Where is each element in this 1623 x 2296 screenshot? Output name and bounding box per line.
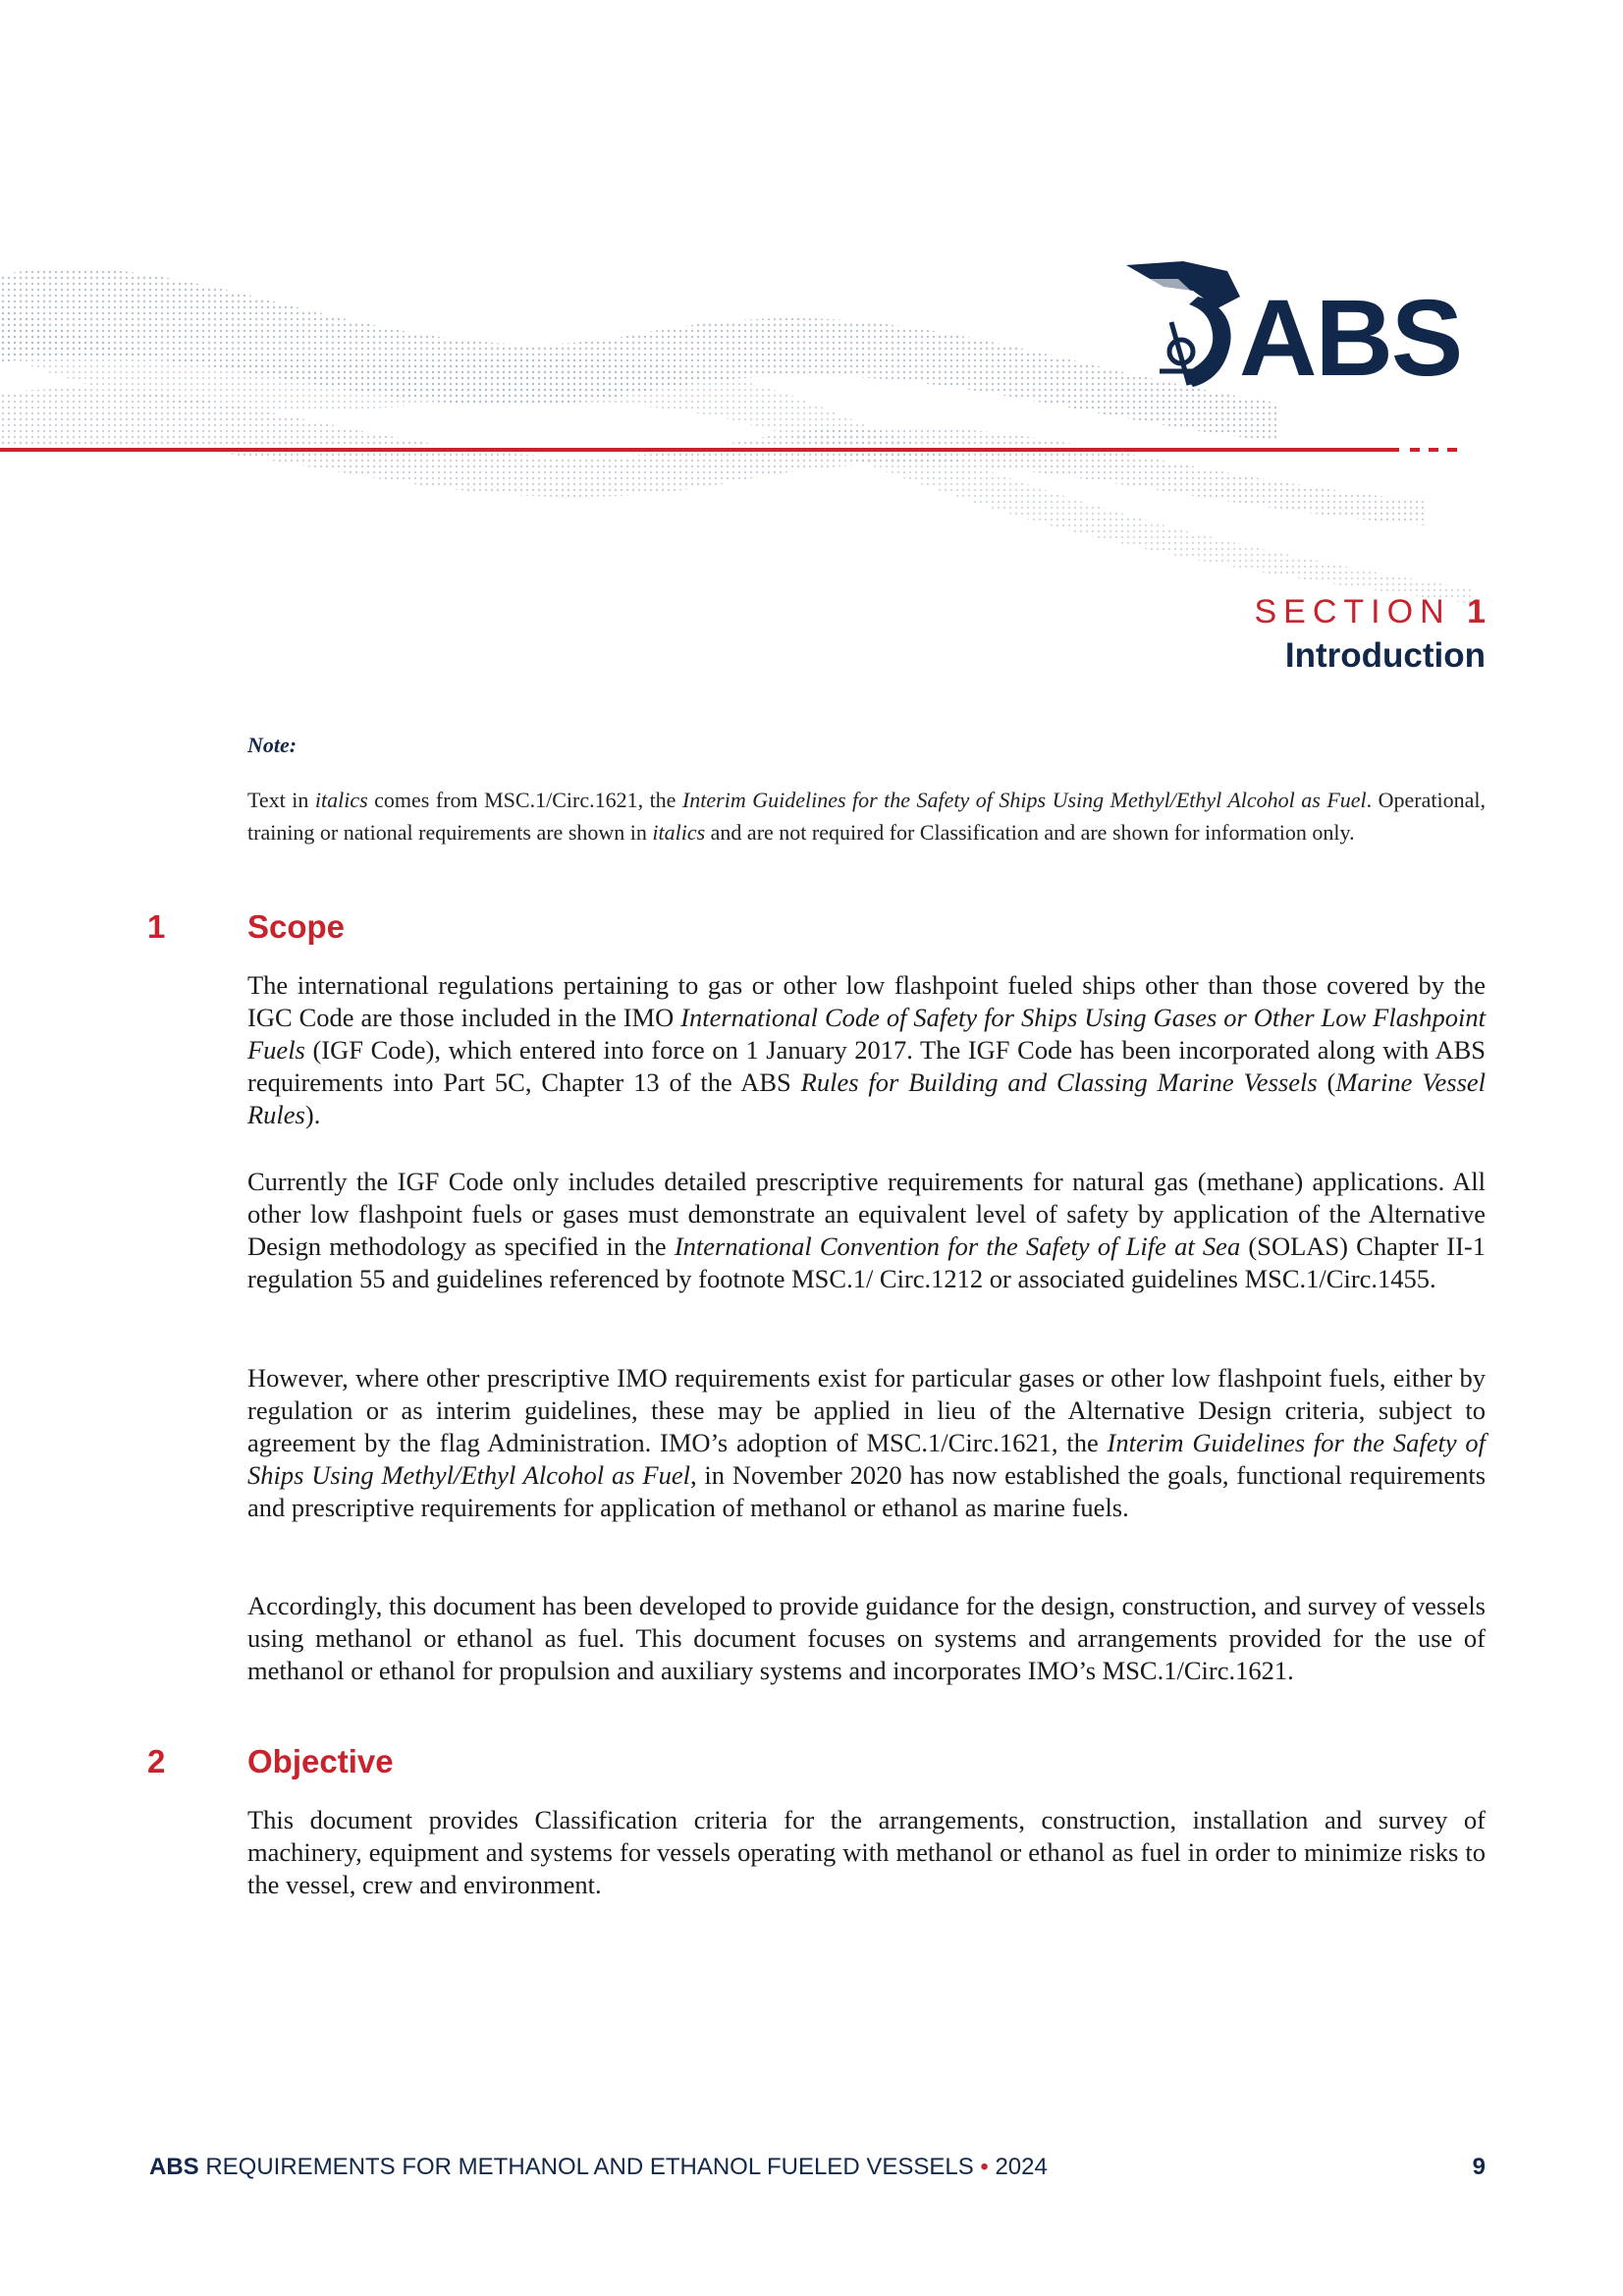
- objective-paragraph-1: This document provides Classification criteria for the arrangements, construction, installation and survey of machinery, equipment and systems for vessels operating with methanol or ethanol as fuel in order to minimize risks to the vessel, crew and environment.: [247, 1805, 1486, 1899]
- scope-paragraph-1: The international regulations pertaining to gas or other low flashpoint fueled ships other than those covered by the IGC Code are those included in the IMO International Code of Safety for Ships Using Gases or Other Low Flashpoint Fuels (IGF Code), which entered into force on 1 January 2017. The IGF Code has been incorporated along with ABS requirements into Part 5C, Chapter 13 of the ABS Rules for Building and Classing Marine Vessels (Marine Vessel Rules).: [247, 970, 1487, 1129]
- scope-paragraph-3: However, where other prescriptive IMO requirements exist for particular gases or other low flashpoint fuels, either by regulation or as interim guidelines, these may be applied in lieu of the Alternative Design criteria, subject to agreement by the flag Administration. IMO’s adoption of MSC.1/Circ.1621, the Interim Guidelines for the Safety of Ships Using Methyl/Ethyl Alcohol as Fuel, in November 2020 has now established the goals, functional requirements and prescriptive requirements for application of methanol or ethanol as marine fuels.: [247, 1363, 1487, 1522]
- scope-paragraph-2: Currently the IGF Code only includes detailed prescriptive requirements for natural gas (methane) applications. All other low flashpoint fuels or gases must demonstrate an equivalent level of safety by application of the Alternative Design methodology as specified in the International Convention for the Safety of Life at Sea (SOLAS) Chapter II-1 regulation 55 and guidelines referenced by footnote MSC.1/ Circ.1212 or associated guidelines MSC.1/Circ.1455.: [247, 1167, 1486, 1293]
- page-number: 9: [1472, 2154, 1486, 2180]
- note-text: Text in italics comes from MSC.1/Circ.1621, the Interim Guidelines for the Safety of Ships Using Methyl/Ethyl Alcohol as Fuel. Operational, training or national requirements are shown in italics and are not required for Classification and are shown for information only.: [247, 788, 1486, 845]
- section-title: Introduction: [1284, 636, 1486, 675]
- scope-heading: Scope: [247, 908, 346, 945]
- objective-heading: Objective: [247, 1743, 394, 1779]
- note-heading: Note:: [247, 733, 298, 757]
- scope-paragraph-4: Accordingly, this document has been developed to provide guidance for the design, construction, and survey of vessels using methanol or ethanol as fuel. This document focuses on systems and arrangements provided for the use of methanol or ethanol for propulsion and auxiliary systems and incorporates IMO’s MSC.1/Circ.1621.: [247, 1591, 1486, 1685]
- footer-document-title: ABS REQUIREMENTS FOR METHANOL AND ETHANOL FUELED VESSELS • 2024: [149, 2154, 1048, 2180]
- section-label: SECTION 1: [1254, 593, 1486, 630]
- abs-wordmark: ABS: [1239, 278, 1462, 399]
- section-number: 1: [1467, 593, 1486, 630]
- objective-heading-number: 2: [147, 1743, 166, 1779]
- scope-heading-number: 1: [147, 908, 166, 945]
